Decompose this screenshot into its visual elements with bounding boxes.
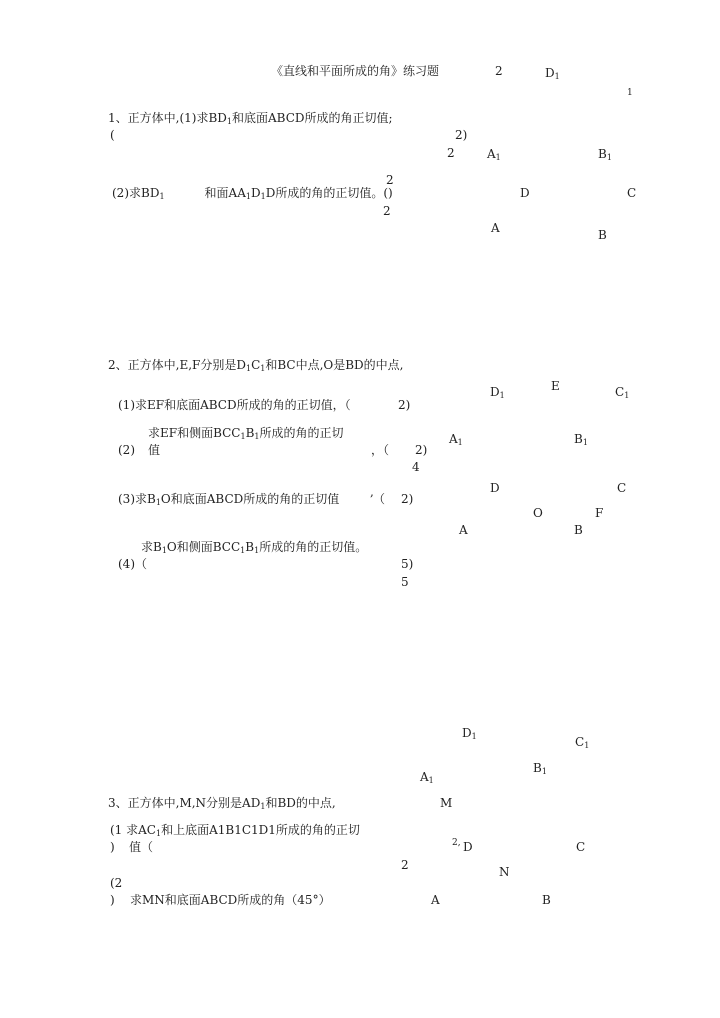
q3-part2-close: ) xyxy=(110,893,115,907)
q1-label-a: A xyxy=(491,221,500,235)
q1-label-d: D xyxy=(520,186,530,200)
q3-part1-value-word: 值（ xyxy=(129,840,154,854)
page-number: 1 xyxy=(627,88,633,98)
q2-part2-value-word: 值 xyxy=(148,443,161,457)
q2-label-d1: $D_1$ xyxy=(490,385,505,400)
q2-part2-answer-den: 4 xyxy=(412,460,420,474)
q3-label-d1: $D_1$ xyxy=(462,726,477,741)
q2-part1-answer: 2) xyxy=(398,398,411,412)
q2-part3: (3)求$B_1O$和底面ABCD所成的角的正切值 xyxy=(118,492,340,507)
q2-label-a: A xyxy=(459,523,468,537)
q1-statement: 1、正方体中,(1)求$BD_1$和底面ABCD所成的角正切值; xyxy=(108,111,393,126)
q3-part1-answer: 2, xyxy=(452,838,461,848)
q3-label-c: C xyxy=(576,840,586,854)
q2-statement: 2、正方体中,E,F分别是$D_1C_1$和BC中点,O是BD的中点, xyxy=(108,358,404,373)
q3-part1: (1 求$AC_1$和上底面A1B1C1D1所成的角的正切 xyxy=(110,823,360,838)
q2-label-b1: $B_1$ xyxy=(574,432,588,447)
q3-label-a1: $A_1$ xyxy=(420,770,434,785)
q2-part3-answer: 2) xyxy=(401,492,414,506)
q1-part2-frac-num: 2 xyxy=(386,173,394,187)
header-number: 2 xyxy=(495,64,503,78)
q2-label-a1: $A_1$ xyxy=(449,432,463,447)
q2-label-b: B xyxy=(574,523,583,537)
q3-label-b: B xyxy=(542,893,551,907)
q1-label-c: C xyxy=(627,186,637,200)
q3-part2-text: 求MN和底面ABCD所成的角（45°） xyxy=(130,893,331,907)
q2-label-f: F xyxy=(595,506,604,520)
q2-part3-paren: （ xyxy=(373,492,386,506)
q3-part1-answer-den: 2 xyxy=(401,858,409,872)
q3-label-n: N xyxy=(499,865,510,879)
q3-label-c1: $C_1$ xyxy=(575,735,590,750)
q2-label-c1: $C_1$ xyxy=(615,385,630,400)
q3-part2-open: (2 xyxy=(110,876,123,890)
q1-part2-frac-den: 2 xyxy=(383,204,391,218)
q3-label-m: M xyxy=(440,796,453,810)
q2-label-c: C xyxy=(617,481,627,495)
q2-label-d: D xyxy=(490,481,500,495)
q2-part2-answer: 2) xyxy=(415,443,428,457)
q2-part4-answer: 5) xyxy=(401,557,414,571)
q2-part4-number: (4)（ xyxy=(118,557,147,571)
q1-label-b1: $B_1$ xyxy=(598,147,612,162)
q3-part1-close: ) xyxy=(110,840,115,854)
q3-statement: 3、正方体中,M,N分别是$AD_1$和BD的中点, xyxy=(108,796,336,811)
page-title: 《直线和平面所成的角》练习题 xyxy=(271,64,440,78)
q1-part2: (2)求$BD_1$ 和面$AA_1D_1D$所成的角的正切值。() xyxy=(112,186,393,201)
q2-part2-comma: ，（ xyxy=(371,443,390,457)
q2-part2-text: 求EF和侧面$BCC_1B_1$所成的角的正切 xyxy=(148,426,344,441)
q1-answer-1-den: 2 xyxy=(447,146,455,160)
q2-part4-text: 求$B_1O$和侧面$BCC_1B_1$所成的角的正切值。 xyxy=(141,540,368,555)
q2-part2-number: (2) xyxy=(118,443,135,457)
q1-paren-open: ( xyxy=(110,128,115,142)
q2-label-o: O xyxy=(533,506,543,520)
q3-label-b1: $B_1$ xyxy=(533,761,547,776)
header-vertex-label: $D_1$ xyxy=(545,66,560,81)
q2-part3-mark: , xyxy=(370,485,374,499)
q1-label-a1: $A_1$ xyxy=(487,147,501,162)
q2-part1: (1)求EF和底面ABCD所成的角的正切值，（ xyxy=(118,398,351,412)
q1-label-b: B xyxy=(598,228,607,242)
q3-label-d: D xyxy=(463,840,473,854)
q1-answer-1: 2) xyxy=(455,128,468,142)
q2-part4-answer-den: 5 xyxy=(401,575,409,589)
q3-label-a: A xyxy=(431,893,440,907)
q2-label-e: E xyxy=(551,379,560,393)
